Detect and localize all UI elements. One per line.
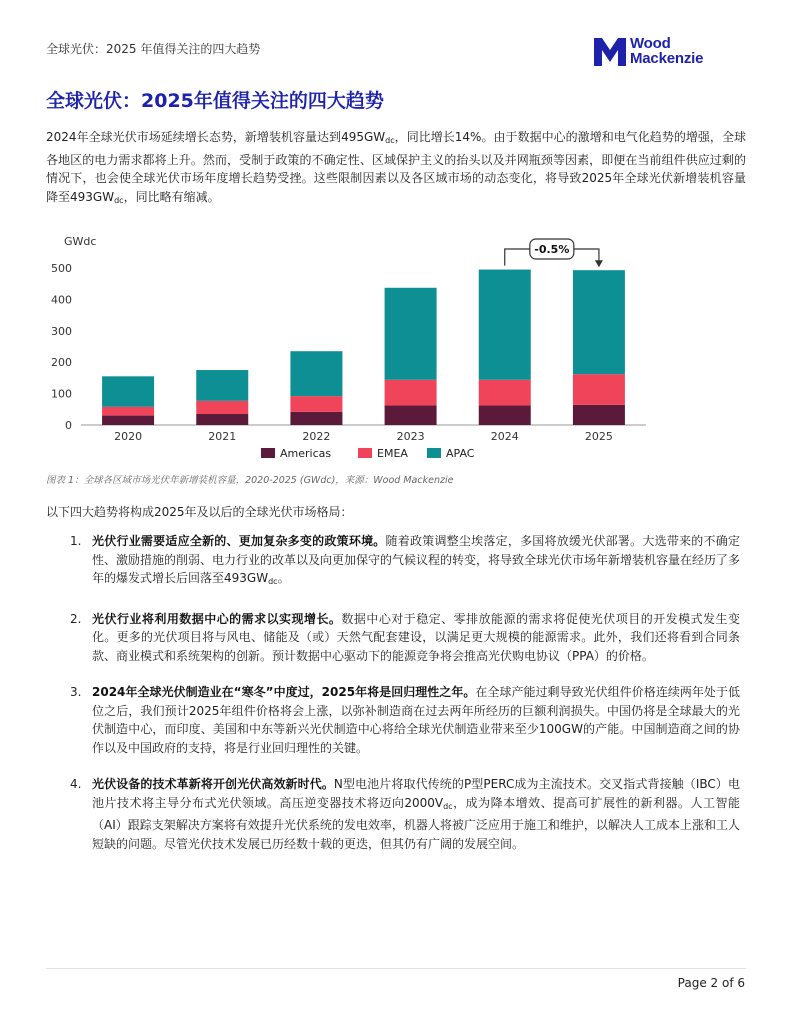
y-tick-label: 400 [51,293,72,307]
annotation-label: -0.5% [534,243,570,256]
intro-text-2: ，同比增长14%。由于数据中心的激增和电气化趋势的增强，全球各地区的电力需求都将上升。然而，受制于政策的不确定性、区域保护主义的抬头以及并网瓶颈等因素，即便在当前组件供应过剩的情况下，也会使全球光伏市场年度增长趋势受挫。这些限制因素以及各区域市场的动态变化，将导致2025年全球光伏新增装机容量降至493GW [46,130,746,204]
x-tick-label: 2020 [114,430,143,443]
bar-segment-emea-2024 [479,380,531,406]
legend-swatch-americas [261,448,275,458]
trend-item-3 [70,683,740,757]
bar-segment-apac-2024 [479,270,531,380]
intro-sub-2: dc [114,195,124,205]
trend-heading: 光伏行业需要适应全新的、更加复杂多变的政策环境。 [92,534,386,548]
trend-tail: ，成为降本增效、提高可扩展性的新利器。人工智能（AI）跟踪支架解决方案将有效提升光伏系统的发电效率，机器人将被广泛应用于施工和维护，以解决人工成本上涨和工人短缺的问题。尽管光伏技术发展已历经数十载的更迭，但其仍有广阔的发展空间。 [92,795,740,851]
footer-divider [46,968,746,969]
trend-number: 3. [70,685,82,699]
x-tick-label: 2021 [208,430,237,443]
trend-text: 数据中心对于稳定、零排放能源的需求将促使光伏项目的开发模式发生变化。更多的光伏项目将与风电、储能及（或）天然气配套建设，以满足更大规模的能源需求。此外，我们还将看到合同条款、商业模式和系统架构的创新。预计数据中心驱动下的能源竞争将会推高光伏购电协议（PPA）的价格。 [92,611,740,663]
page-title: 全球光伏：2025年值得关注的四大趋势 [46,90,384,112]
legend-label-americas: Americas [280,447,332,460]
bar-segment-americas-2020 [102,416,154,425]
annotation-arrow [595,260,603,267]
trend-text: N型电池片将取代传统的P型PERC成为主流技术。交叉指式背接触（IBC）电池片技术将主导分布式光伏领域。高压逆变器技术将迈向2000V [92,777,740,810]
bar-segment-americas-2025 [573,405,625,425]
trend-heading: 光伏行业将利用数据中心的需求以实现增长。 [92,611,342,626]
trends-list [70,532,740,871]
logo-line-1: Wood [630,35,671,52]
bar-segment-emea-2025 [573,374,625,405]
page-number: Page 2 of 6 [677,976,745,990]
trend-text: 随着政策调整尘埃落定，多国将放缓光伏部署。大选带来的不确定性、激励措施的削弱、电力行业的改革以及向更加保守的气候议程的转变，将导致全球光伏市场年新增装机容量在经历了多年的爆发式增长后回落至493GW [92,534,741,585]
logo-mark-icon [594,38,626,66]
intro-text-1: 2024年全球光伏市场延续增长态势，新增装机容量达到495GW [46,130,386,144]
x-tick-label: 2024 [490,430,519,443]
trend-sub: dc [443,801,453,811]
y-tick-label: 500 [51,262,72,275]
bar-segment-apac-2023 [385,288,437,380]
bar-segment-americas-2021 [196,414,248,425]
bar-segment-americas-2024 [479,406,531,425]
trend-number: 1. [70,534,82,548]
bar-segment-apac-2025 [573,270,625,374]
bar-segment-apac-2020 [102,376,154,406]
legend-swatch-emea [358,448,372,458]
trend-sub: dc [268,577,278,586]
wood-mackenzie-logo [594,36,704,68]
x-tick-label: 2022 [302,430,331,443]
intro-text-3: ，同比略有缩减。 [123,189,220,204]
bar-segment-emea-2023 [385,380,437,406]
trend-text: 在全球产能过剩导致光伏组件价格连续两年处于低位之后，我们预计2025年组件价格将会上涨，以弥补制造商在过去两年所经历的巨额利润损失。中国仍将是全球最大的光伏制造中心，而印度、美国和中东等新兴光伏制造中心将给全球光伏制造业带来至少100GW的产能。中国制造商之间的协作以及中国政府的支持，将是行业回归理性的关键。 [92,685,740,755]
figure-caption: 图表 1：全球各区域市场光伏年新增装机容量，2020-2025 (GWdc)，来源：Wood Mackenzie [46,475,454,486]
y-tick-label: 100 [51,387,72,401]
x-tick-label: 2023 [396,430,425,443]
legend-swatch-apac [427,448,441,458]
bar-segment-apac-2021 [196,370,248,401]
trend-item-1 [70,532,740,592]
x-tick-label: 2025 [584,430,613,443]
intro-paragraph [46,128,746,210]
y-tick-label: 0 [65,419,72,432]
y-axis-label: GWdc [64,235,97,248]
bar-segment-emea-2020 [102,407,154,416]
trends-lead: 以下四大趋势将构成2025年及以后的全球光伏市场格局： [46,505,353,519]
bar-segment-americas-2022 [290,412,342,425]
trend-number: 4. [70,777,82,791]
trend-tail: 。 [277,571,290,585]
y-tick-label: 300 [51,324,72,338]
logo-line-2: Mackenzie [630,50,704,67]
bar-segment-apac-2022 [290,351,342,396]
trend-heading: 2024年全球光伏制造业在“寒冬”中度过，2025年将是回归理性之年。 [92,685,476,699]
trend-item-2 [70,610,740,666]
legend-label-apac: APAC [446,447,475,460]
bar-segment-americas-2023 [385,406,437,425]
intro-sub-1: dc [385,136,395,145]
header-title: 全球光伏：2025 年值得关注的四大趋势 [46,42,261,56]
legend-label-emea: EMEA [377,447,408,460]
y-tick-label: 200 [51,356,72,370]
trend-number: 2. [70,611,82,626]
stacked-bar-chart [46,224,746,474]
trend-item-4 [70,775,740,853]
trend-heading: 光伏设备的技术革新将开创光伏高效新时代。 [92,777,334,791]
bar-segment-emea-2021 [196,401,248,414]
bar-segment-emea-2022 [290,396,342,412]
